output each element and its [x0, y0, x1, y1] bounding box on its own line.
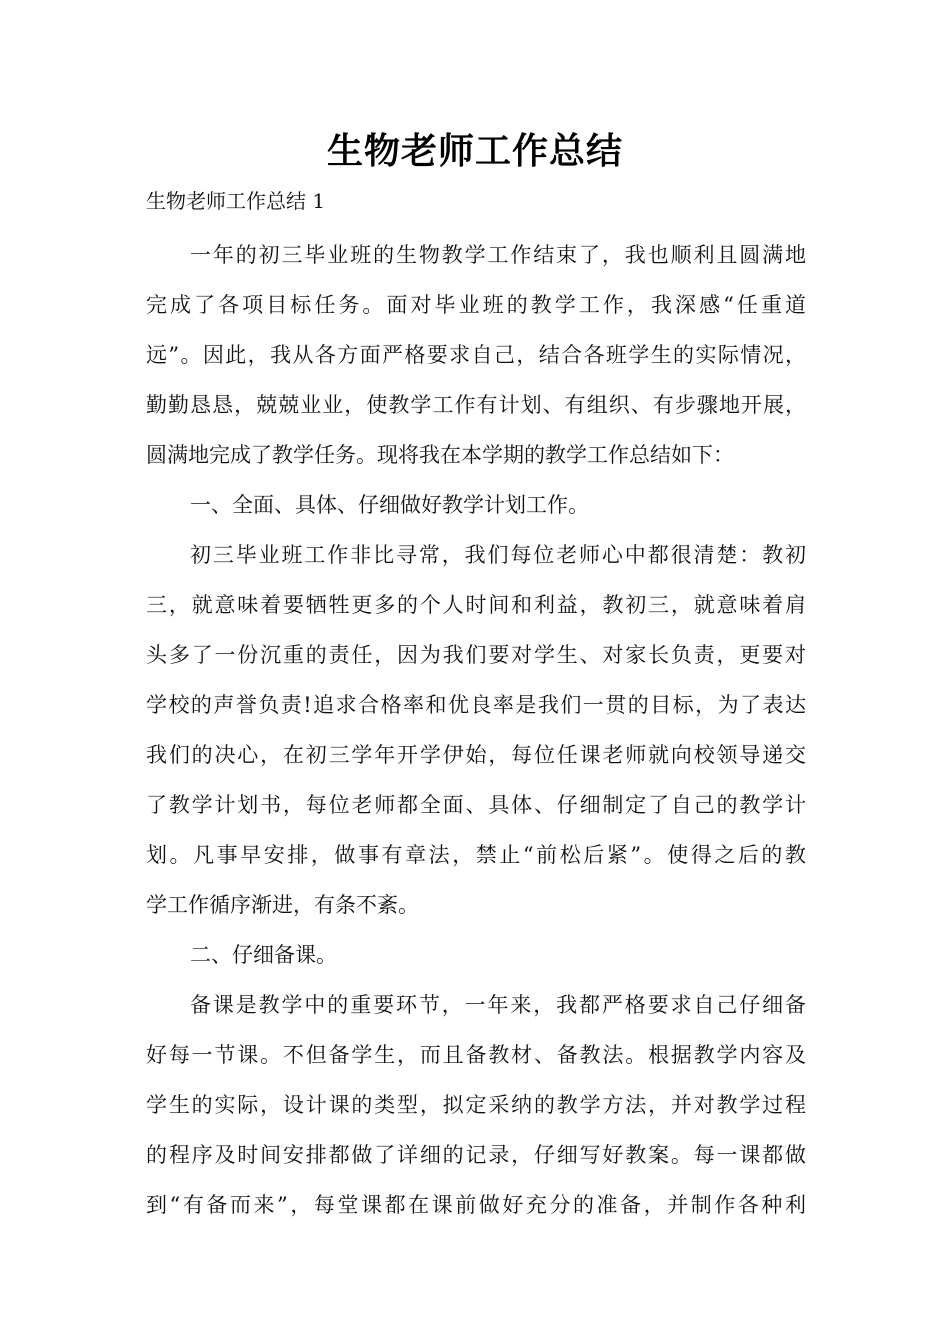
- body-text-line: 学生的实际，设计课的类型，拟定采纳的教学方法，并对教学过程: [146, 1093, 806, 1117]
- body-text-line: 完成了各项目标任务。面对毕业班的教学工作，我深感“任重道: [146, 293, 806, 317]
- document-title: 生物老师工作总结: [326, 131, 623, 172]
- body-text-line: 远”。因此，我从各方面严格要求自己，结合各班学生的实际情况，: [146, 343, 806, 367]
- body-text-line: 三，就意味着要牺牲更多的个人时间和利益，教初三，就意味着肩: [146, 593, 806, 617]
- body-text-line: 初三毕业班工作非比寻常，我们每位老师心中都很清楚：教初: [190, 543, 806, 567]
- body-text-line: 二、仔细备课。: [190, 943, 337, 967]
- body-text-line: 头多了一份沉重的责任，因为我们要对学生、对家长负责，更要对: [146, 643, 806, 667]
- body-text-line: 划。凡事早安排，做事有章法，禁止“前松后紧”。使得之后的教: [146, 843, 806, 867]
- body-text-line: 到“有备而来”，每堂课都在课前做好充分的准备，并制作各种利: [146, 1193, 806, 1217]
- body-text-line: 勤勤恳恳，兢兢业业，使教学工作有计划、有组织、有步骤地开展，: [146, 393, 806, 417]
- body-text-line: 的程序及时间安排都做了详细的记录，仔细写好教案。每一课都做: [146, 1143, 806, 1167]
- body-text-line: 圆满地完成了教学任务。现将我在本学期的教学工作总结如下：: [146, 443, 734, 467]
- body-text-line: 了教学计划书，每位老师都全面、具体、仔细制定了自己的教学计: [146, 793, 806, 817]
- body-text-line: 学校的声誉负责!追求合格率和优良率是我们一贯的目标，为了表达: [146, 693, 806, 717]
- body-text-line: 一、全面、具体、仔细做好教学计划工作。: [190, 493, 589, 517]
- body-text-line: 我们的决心，在初三学年开学伊始，每位任课老师就向校领导递交: [146, 743, 806, 767]
- body-text-line: 一年的初三毕业班的生物教学工作结束了，我也顺利且圆满地: [190, 243, 806, 267]
- document-body: [146, 230, 806, 1230]
- document-subtitle: 生物老师工作总结 1: [146, 189, 326, 213]
- body-text-line: 好每一节课。不但备学生，而且备教材、备教法。根据教学内容及: [146, 1043, 806, 1067]
- body-text-line: 学工作循序渐进，有条不紊。: [146, 893, 419, 917]
- body-text-line: 备课是教学中的重要环节，一年来，我都严格要求自己仔细备: [190, 993, 806, 1017]
